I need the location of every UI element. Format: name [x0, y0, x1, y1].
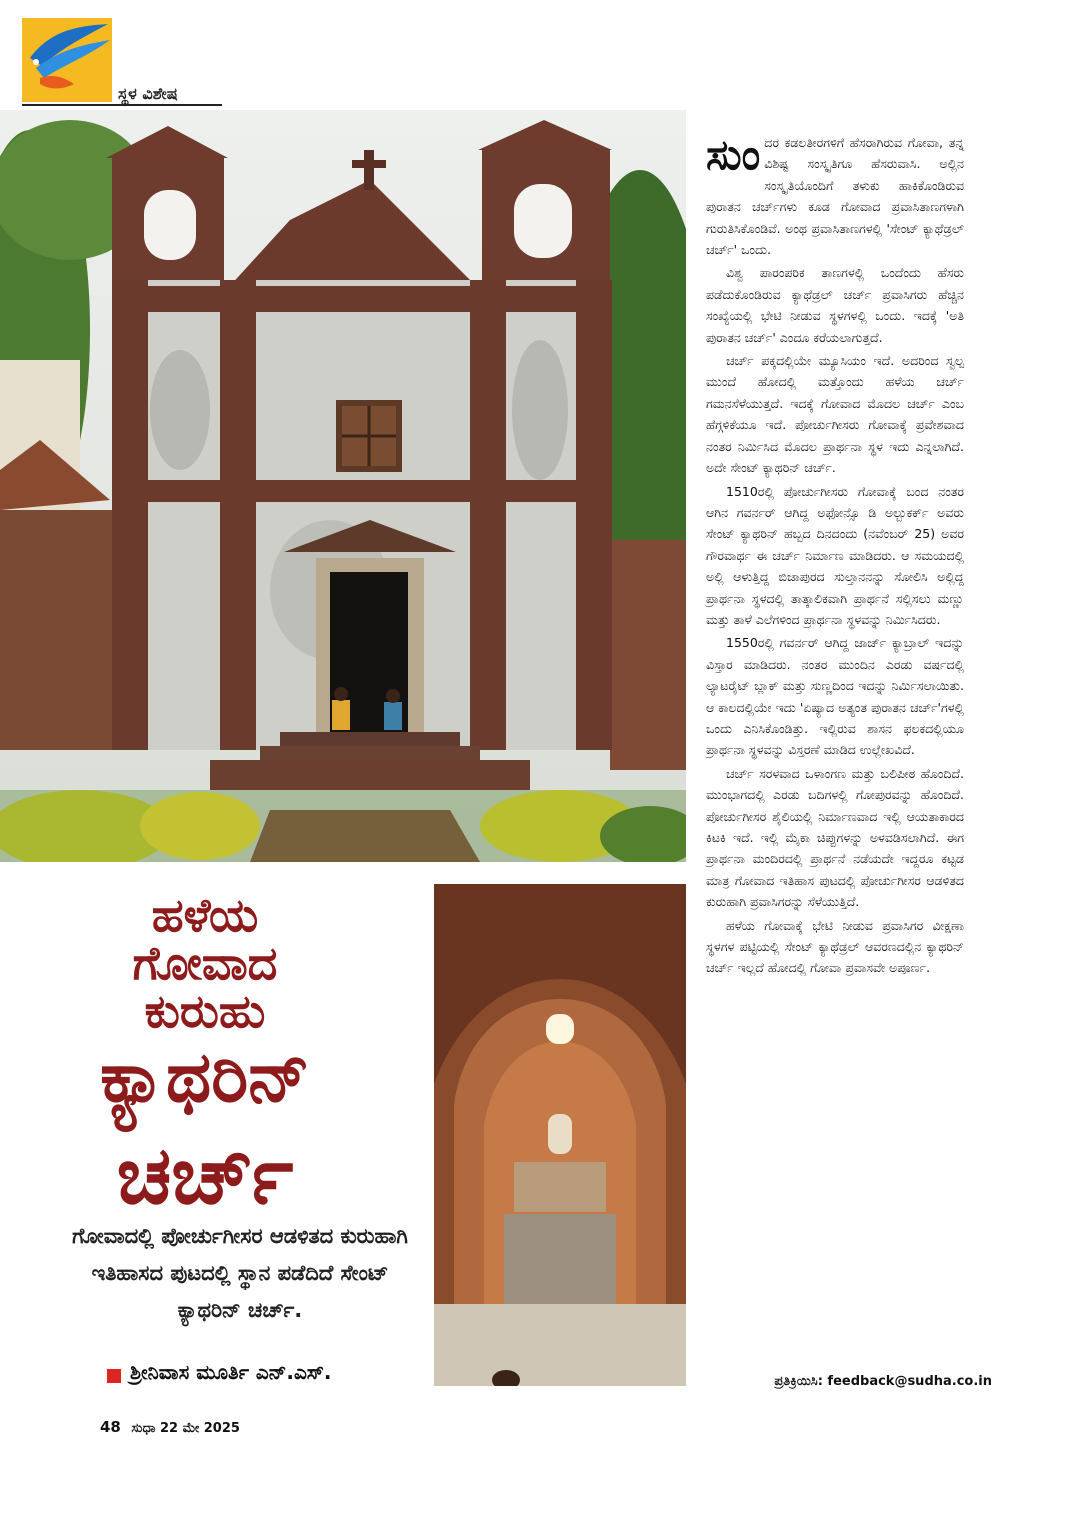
author-byline: ಶ್ರೀನಿವಾಸ ಮೂರ್ತಿ ಎನ್.ಎಸ್.	[130, 1360, 332, 1384]
title-line-4: ಕ್ಯಾಥರಿನ್	[100, 1036, 310, 1118]
title-line-5: ಚರ್ಚ್	[116, 1129, 294, 1222]
author-marker-icon	[107, 1369, 121, 1383]
page-footer	[100, 1418, 240, 1436]
article-subtitle: ಗೋವಾದಲ್ಲಿ ಪೋರ್ಚುಗೀಸರ ಆಡಳಿತದ ಕುರುಹಾಗಿ ಇತಿಹಾಸದ ಪುಟದಲ್ಲಿ ಸ್ಥಾನ ಪಡೆದಿದೆ ಸೇಂಟ್ ಕ್ಯಾಥರಿನ್ ಚರ್ಚ್.	[72, 1224, 408, 1322]
church-exterior-photo	[0, 110, 686, 862]
article-paragraph-2: ವಿಶ್ವ ಪಾರಂಪರಿಕ ತಾಣಗಳಲ್ಲಿ ಒಂದೆಂದು ಹೆಸರು ಪಡೆದುಕೊಂಡಿರುವ ಕ್ಯಾಥೆಡ್ರಲ್ ಚರ್ಚ್ ಪ್ರವಾಸಿಗರು ಹೆಚ್ಚಿನ ಸಂಖ್ಯೆಯಲ್ಲಿ ಭೇಟಿ ನೀಡುವ ಸ್ಥಳಗಳಲ್ಲಿ ಒಂದು. ಇದಕ್ಕೆ 'ಅತಿ ಪುರಾತನ ಚರ್ಚ್' ಎಂದೂ ಕರೆಯಲಾಗುತ್ತದೆ.	[706, 265, 964, 345]
article-paragraph-4: 1510ರಲ್ಲಿ ಪೋರ್ಚುಗೀಸರು ಗೋವಾಕ್ಕೆ ಬಂದ ನಂತರ ಆಗಿನ ಗವರ್ನರ್ ಆಗಿದ್ದ ಅಫೋನ್ಸೊ ಡಿ ಅಲ್ಬುಕರ್ಕ್ ಅವರು ಸೇಂಟ್ ಕ್ಯಾಥರಿನ್ ಹಬ್ಬದ ದಿನದಂದು (ನವೆಂಬರ್ 25) ಅವರ ಗೌರವಾರ್ಥ ಈ ಚರ್ಚ್ ನಿರ್ಮಾಣ ಮಾಡಿದರು. ಆ ಸಮಯದಲ್ಲಿ ಅಲ್ಲಿ ಆಳುತ್ತಿದ್ದ ಬಿಜಾಪುರದ ಸುಲ್ತಾನನನ್ನು ಸೋಲಿಸಿ ಅಲ್ಲಿದ್ದ ಪ್ರಾರ್ಥನಾ ಸ್ಥಳದಲ್ಲಿ ತಾತ್ಕಾಲಿಕವಾಗಿ ಪ್ರಾರ್ಥನೆ ಸಲ್ಲಿಸಲು ಮಣ್ಣು ಮತ್ತು ತಾಳೆ ಎಲೆಗಳಿಂದ ಪ್ರಾರ್ಥನಾ ಸ್ಥಳವನ್ನು ನಿರ್ಮಿಸಿದರು.	[706, 483, 964, 627]
title-line-1: ಹಳೆಯ	[151, 888, 259, 942]
church-interior-photo	[434, 884, 686, 1386]
issue-info: ಸುಧಾ 22 ಮೇ 2025	[131, 1421, 240, 1436]
article-body	[706, 132, 964, 981]
article-paragraph-7: ಹಳೆಯ ಗೋವಾಕ್ಕೆ ಭೇಟಿ ನೀಡುವ ಪ್ರವಾಸಿಗರ ವೀಕ್ಷಣಾ ಸ್ಥಳಗಳ ಪಟ್ಟಿಯಲ್ಲಿ ಸೇಂಟ್ ಕ್ಯಾಥೆಡ್ರಲ್ ಆವರಣದಲ್ಲಿನ ಕ್ಯಾಥರಿನ್ ಚರ್ಚ್ ಇಲ್ಲದೆ ಹೋದಲ್ಲಿ ಗೋವಾ ಪ್ರವಾಸವೇ ಅಪೂರ್ಣ.	[706, 917, 964, 976]
bird-logo-icon	[22, 18, 112, 102]
section-tag: ಸ್ಥಳ ವಿಶೇಷ	[118, 84, 178, 103]
dropcap: ಸುಂ	[706, 130, 761, 179]
magazine-logo	[22, 18, 112, 102]
feedback-line: ಪ್ರತಿಕ್ರಿಯಿಸಿ: feedback@sudha.co.in	[774, 1374, 992, 1389]
section-rule	[22, 104, 222, 106]
title-line-3: ಕುರುಹು	[144, 984, 266, 1038]
page-number: 48	[100, 1418, 121, 1436]
article-paragraph-6: ಚರ್ಚ್ ಸರಳವಾದ ಒಳಾಂಗಣ ಮತ್ತು ಬಲಿಪೀಠ ಹೊಂದಿದೆ. ಮುಂಭಾಗದಲ್ಲಿ ಎರಡು ಬದಿಗಳಲ್ಲಿ ಗೋಪುರವನ್ನು ಹೊಂದಿದೆ. ಪೋರ್ಚುಗೀಸರ ಶೈಲಿಯಲ್ಲಿ ನಿರ್ಮಾಣವಾದ ಇಲ್ಲಿ ಆಯತಾಕಾರದ ಕಿಟಕಿ ಇದೆ. ಇಲ್ಲಿ ಮೈಕಾ ಚಿಪ್ಪುಗಳನ್ನು ಅಳವಡಿಸಲಾಗಿದೆ. ಈಗ ಪ್ರಾರ್ಥನಾ ಮಂದಿರದಲ್ಲಿ ಪ್ರಾರ್ಥನೆ ನಡೆಯದೇ ಇದ್ದರೂ ಕಟ್ಟಡ ಮಾತ್ರ ಗೋವಾದ ಇತಿಹಾಸ ಪುಟದಲ್ಲಿ ಪೋರ್ಚುಗೀಸರ ಆಡಳಿತದ ಕುರುಹಾಗಿ ಪ್ರವಾಸಿಗರನ್ನು ಸೆಳೆಯುತ್ತಿದೆ.	[706, 765, 964, 910]
article-paragraph-5: 1550ರಲ್ಲಿ ಗವರ್ನರ್ ಆಗಿದ್ದ ಜಾರ್ಜ್ ಕ್ಯಾಬ್ರಾಲ್ ಇದನ್ನು ವಿಸ್ತಾರ ಮಾಡಿದರು. ನಂತರ ಮುಂದಿನ ಎರಡು ವರ್ಷದಲ್ಲಿ ಲ್ಯಾಟರೈಟ್ ಬ್ಲಾಕ್ ಮತ್ತು ಸುಣ್ಣದಿಂದ ಇದನ್ನು ನಿರ್ಮಿಸಲಾಯಿತು. ಆ ಕಾಲದಲ್ಲಿಯೇ ಇದು 'ಏಷ್ಯಾದ ಅತ್ಯಂತ ಪುರಾತನ ಚರ್ಚ್'ಗಳಲ್ಲಿ ಒಂದು ಎನಿಸಿಕೊಂಡಿತ್ತು. ಇಲ್ಲಿರುವ ಶಾಸನ ಫಲಕದಲ್ಲಿಯೂ ಪ್ರಾರ್ಥನಾ ಸ್ಥಳವನ್ನು ವಿಸ್ತರಣೆ ಮಾಡಿದ ಉಲ್ಲೇಖವಿದೆ.	[706, 635, 964, 758]
article-paragraph-3: ಚರ್ಚ್ ಪಕ್ಕದಲ್ಲಿಯೇ ಮ್ಯೂಸಿಯಂ ಇದೆ. ಅದರಿಂದ ಸ್ವಲ್ಪ ಮುಂದೆ ಹೋದಲ್ಲಿ ಮತ್ತೊಂದು ಹಳೆಯ ಚರ್ಚ್ ಗಮನಸೆಳೆಯುತ್ತದೆ. ಇದಕ್ಕೆ ಗೋವಾದ ಮೊದಲ ಚರ್ಚ್ ಎಂಬ ಹೆಗ್ಗಳಿಕೆಯೂ ಇದೆ. ಪೋರ್ಚುಗೀಸರು ಗೋವಾಕ್ಕೆ ಪ್ರವೇಶವಾದ ನಂತರ ನಿರ್ಮಿಸಿದ ಮೊದಲ ಪ್ರಾರ್ಥನಾ ಸ್ಥಳ ಇದು ಎನ್ನಲಾಗಿದೆ. ಅದೇ ಸೇಂಟ್ ಕ್ಯಾಥರಿನ್ ಚರ್ಚ್.	[706, 353, 964, 476]
article-paragraph-1: ಸುಂದರ ಕಡಲತೀರಗಳಿಗೆ ಹೆಸರಾಗಿರುವ ಗೋವಾ, ತನ್ನ ವಿಶಿಷ್ಟ ಸಂಸ್ಕೃತಿಗೂ ಹೆಸರುವಾಸಿ. ಅಲ್ಲಿನ ಸಂಸ್ಕೃತಿಯೊಂದಿಗೆ ತಳುಕು ಹಾಕಿಕೊಂಡಿರುವ ಪುರಾತನ ಚರ್ಚ್‌ಗಳು ಕೂಡ ಗೋವಾದ ಪ್ರವಾಸಿತಾಣಗಳಾಗಿ ಗುರುತಿಸಿಕೊಂಡಿವೆ. ಅಂಥ ಪ್ರವಾಸಿತಾಣಗಳಲ್ಲಿ 'ಸೇಂಟ್ ಕ್ಯಾಥೆಡ್ರಲ್ ಚರ್ಚ್' ಒಂದು.	[706, 130, 964, 258]
title-line-2: ಗೋವಾದ	[132, 936, 278, 990]
